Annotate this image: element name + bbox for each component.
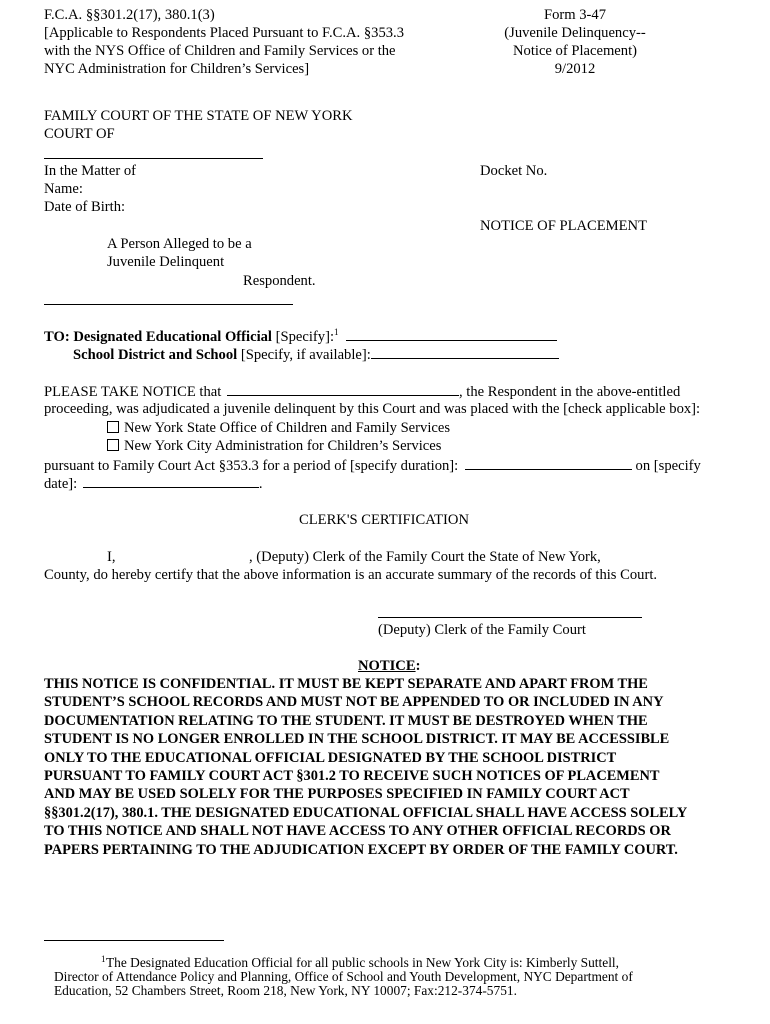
- on-specify-text: on [specify: [635, 458, 701, 474]
- to-specify: [Specify]:: [275, 329, 334, 345]
- ocfs-label: New York State Office of Children and Family Services: [124, 420, 451, 436]
- footnote-text: The Designated Education Official for all public schools in New York City is: Kimberly Suttell, Director of Attendance Policy and Planning, Office of School and Youth Development, NYC Department of Education, 52 Chambers Street, Room 218, New York, NY 10007; Fax:212-374-5751.: [54, 955, 633, 998]
- clerk-signature-label: (Deputy) Clerk of the Family Court: [378, 622, 586, 638]
- duration-line: [44, 456, 701, 475]
- option-acs[interactable]: [107, 437, 441, 455]
- acs-checkbox[interactable]: [107, 439, 119, 451]
- notice-line-2: proceeding, was adjudicated a juvenile delinquent by this Court and was placed with the [check applicable box]:: [44, 401, 701, 417]
- confidential-notice-body: THIS NOTICE IS CONFIDENTIAL. IT MUST BE KEPT SEPARATE AND APART FROM THE STUDENT’S SCHOOL RECORDS AND MUST NOT BE APPENDED TO OR INCLUDED IN ANY DOCUMENTATION RELATING TO THE STUDENT. IT MUST BE DESTROYED WHEN THE STUDENT IS NO LONGER ENROLLED IN THE SCHOOL DISTRICT. IT MAY BE ACCESSIBLE ONLY TO THE EDUCATIONAL OFFICIAL DESIGNATED BY THE SCHOOL DISTRICT PURSUANT TO FAMILY COURT ACT §301.2 TO RECEIVE SUCH NOTICES OF PLACEMENT AND MAY BE USED SOLELY FOR THE PURPOSES SPECIFIED IN FAMILY COURT ACT §§301.2(17), 380.1. THE DESIGNATED EDUCATIONAL OFFICIAL SHALL HAVE ACCESS SOLELY TO THIS NOTICE AND SHALL NOT HAVE ACCESS TO ANY OTHER OFFICIAL RECORDS OR PAPERS PERTAINING TO THE ADJUDICATION EXCEPT BY ORDER OF THE FAMILY COURT.: [44, 676, 688, 858]
- date-of-birth-label: Date of Birth:: [44, 199, 126, 215]
- confidential-notice-heading: NOTICE:: [358, 658, 421, 674]
- clerk-certification-heading: CLERK'S CERTIFICATION: [299, 512, 469, 528]
- option-ocfs[interactable]: [107, 419, 450, 437]
- acs-label: New York City Administration for Children’s Services: [124, 438, 442, 454]
- alleged-person-line-1: A Person Alleged to be a: [107, 236, 252, 252]
- form-date: 9/2012: [554, 61, 596, 77]
- statute-citation: F.C.A. §§301.2(17), 380.1(3): [44, 7, 215, 23]
- clerk-line-2: County, do hereby certify that the above information is an accurate summary of the records of this Court.: [44, 567, 658, 583]
- please-take-notice: PLEASE TAKE NOTICE that: [44, 384, 222, 400]
- duration-field[interactable]: [465, 456, 632, 470]
- to-educational-official: [44, 327, 557, 346]
- in-the-matter-of-label: In the Matter of: [44, 163, 136, 179]
- footnote-ref: 1: [334, 327, 339, 338]
- school-label: School District and School: [73, 347, 238, 363]
- name-label: Name:: [44, 181, 83, 197]
- ocfs-checkbox[interactable]: [107, 421, 119, 433]
- date-period: .: [258, 476, 263, 492]
- date-line: [44, 474, 263, 493]
- school-district-line: [73, 345, 559, 364]
- pursuant-text: pursuant to Family Court Act §353.3 for a period of [specify duration]:: [44, 458, 459, 474]
- clerk-line-1: , (Deputy) Clerk of the Family Court the State of New York,: [249, 549, 601, 565]
- to-label: TO: Designated Educational Official: [44, 329, 272, 345]
- court-of-label: COURT OF: [44, 126, 115, 142]
- form-subtitle: Notice of Placement): [513, 43, 637, 59]
- respondent-name-field[interactable]: [227, 382, 459, 396]
- footnote-rule: [44, 940, 224, 941]
- educational-official-field[interactable]: [346, 327, 557, 341]
- clerk-signature-line[interactable]: [378, 617, 642, 618]
- date-label: date]:: [44, 476, 78, 492]
- notice-line-1: [44, 382, 680, 401]
- respondent-clause: , the Respondent in the above-entitled: [458, 384, 681, 400]
- form-number: Form 3-47: [543, 7, 607, 23]
- school-specify: [Specify, if available]:: [240, 347, 371, 363]
- respondent-label: Respondent.: [243, 273, 316, 289]
- placement-date-field[interactable]: [83, 474, 259, 488]
- document-title: NOTICE OF PLACEMENT: [480, 218, 648, 234]
- school-district-field[interactable]: [371, 345, 559, 359]
- caption-top-rule: [44, 158, 263, 159]
- clerk-i: I,: [107, 549, 116, 565]
- docket-number-label: Docket No.: [480, 163, 548, 179]
- court-name: FAMILY COURT OF THE STATE OF NEW YORK: [44, 108, 353, 124]
- alleged-person-line-2: Juvenile Delinquent: [107, 254, 225, 270]
- form-type: (Juvenile Delinquency--: [504, 25, 646, 41]
- applicability-note-line-1: [Applicable to Respondents Placed Pursuant to F.C.A. §353.3: [44, 25, 404, 41]
- applicability-note-line-3: NYC Administration for Children’s Services]: [44, 61, 310, 77]
- caption-bottom-rule: [44, 304, 293, 305]
- applicability-note-line-2: with the NYS Office of Children and Family Services or the: [44, 43, 396, 59]
- footnote-number: 1: [101, 954, 106, 964]
